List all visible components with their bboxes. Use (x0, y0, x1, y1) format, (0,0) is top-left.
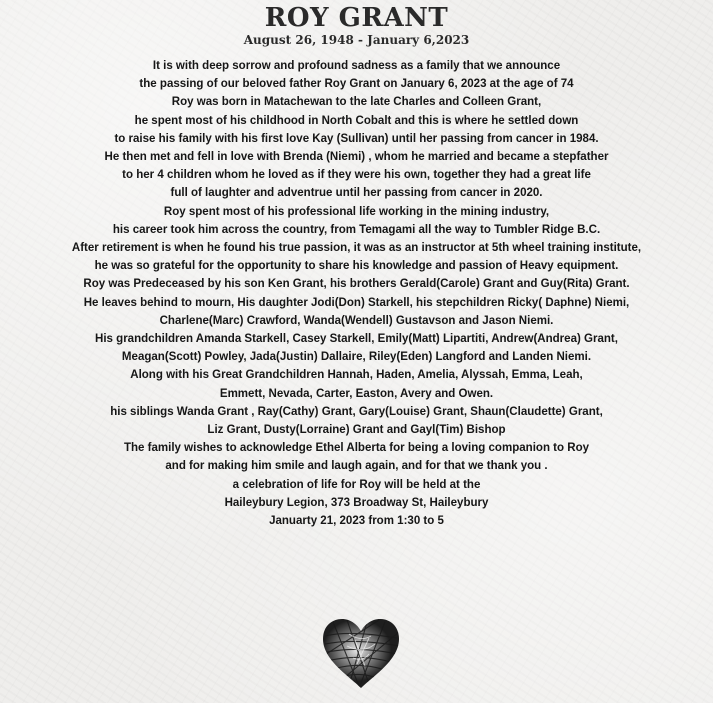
obituary-line: Along with his Great Grandchildren Hannah, Haden, Amelia, Alyssah, Emma, Leah, (130, 367, 583, 382)
heart-shape (323, 619, 399, 688)
page-title: ROY GRANT (264, 3, 449, 33)
obituary-line: and for making him smile and laugh again, and for that we thank you . (165, 458, 548, 473)
obituary-line: he was so grateful for the opportunity to share his knowledge and passion of Heavy equipment. (94, 258, 619, 273)
obituary-line: he spent most of his childhood in North Cobalt and this is where he settled down (134, 112, 579, 127)
obituary-line: his career took him across the country, from Temagami all the way to Tumbler Ridge B.C. (112, 221, 601, 236)
obituary-line: to her 4 children whom he loved as if they were his own, together they had a great life (122, 167, 591, 182)
obituary-line: Roy was born in Matachewan to the late Charles and Colleen Grant, (171, 94, 542, 109)
obituary-line: Roy was Predeceased by his son Ken Grant, his brothers Gerald(Carole) Grant and Guy(Rita) Grant. (83, 276, 630, 291)
obituary-line: The family wishes to acknowledge Ethel Alberta for being a loving companion to Roy (123, 440, 590, 455)
obituary-text (25, 56, 688, 529)
obituary-line: His grandchildren Amanda Starkell, Casey Starkell, Emily(Matt) Lipartiti, Andrew(Andrea) Grant, (95, 331, 618, 346)
obituary-line: the passing of our beloved father Roy Grant on January 6, 2023 at the age of 74 (139, 76, 574, 91)
obituary-line: Emmett, Nevada, Carter, Easton, Avery and Owen. (219, 385, 494, 400)
obituary-line: He then met and fell in love with Brenda (Niemi) , whom he married and became a stepfather (104, 149, 609, 164)
obituary-line: his siblings Wanda Grant , Ray(Cathy) Grant, Gary(Louise) Grant, Shaun(Claudette) Grant, (110, 403, 603, 418)
heart-icon (319, 616, 403, 690)
obituary-line: After retirement is when he found his true passion, it was as an instructor at 5th wheel training institute, (71, 240, 642, 255)
obituary-line: It is with deep sorrow and profound sadness as a family that we announce (152, 58, 561, 72)
obituary-line: Liz Grant, Dusty(Lorraine) Grant and Gayl(Tim) Bishop (207, 422, 506, 437)
obituary-line: a celebration of life for Roy will be held at the (232, 476, 481, 491)
obituary-line: He leaves behind to mourn, His daughter Jodi(Don) Starkell, his stepchildren Ricky( Daphne) Niemi, (83, 294, 630, 309)
obituary-line: Roy spent most of his professional life working in the mining industry, (163, 203, 550, 218)
obituary-line: Charlene(Marc) Crawford, Wanda(Wendell) Gustavson and Jason Niemi. (159, 312, 554, 327)
obituary-line: full of laughter and adventrue until her passing from cancer in 2020. (170, 185, 543, 200)
obituary-line: Haileybury Legion, 373 Broadway St, Haileybury (224, 494, 489, 509)
obituary-line: Januarty 21, 2023 from 1:30 to 5 (269, 513, 444, 528)
obituary-line: Meagan(Scott) Powley, Jada(Justin) Dallaire, Riley(Eden) Langford and Landen Niemi. (121, 349, 592, 364)
obituary-line: to raise his family with his first love Kay (Sullivan) until her passing from cancer in 1984. (114, 130, 599, 145)
life-dates: August 26, 1948 - January 6,2023 (243, 33, 470, 47)
